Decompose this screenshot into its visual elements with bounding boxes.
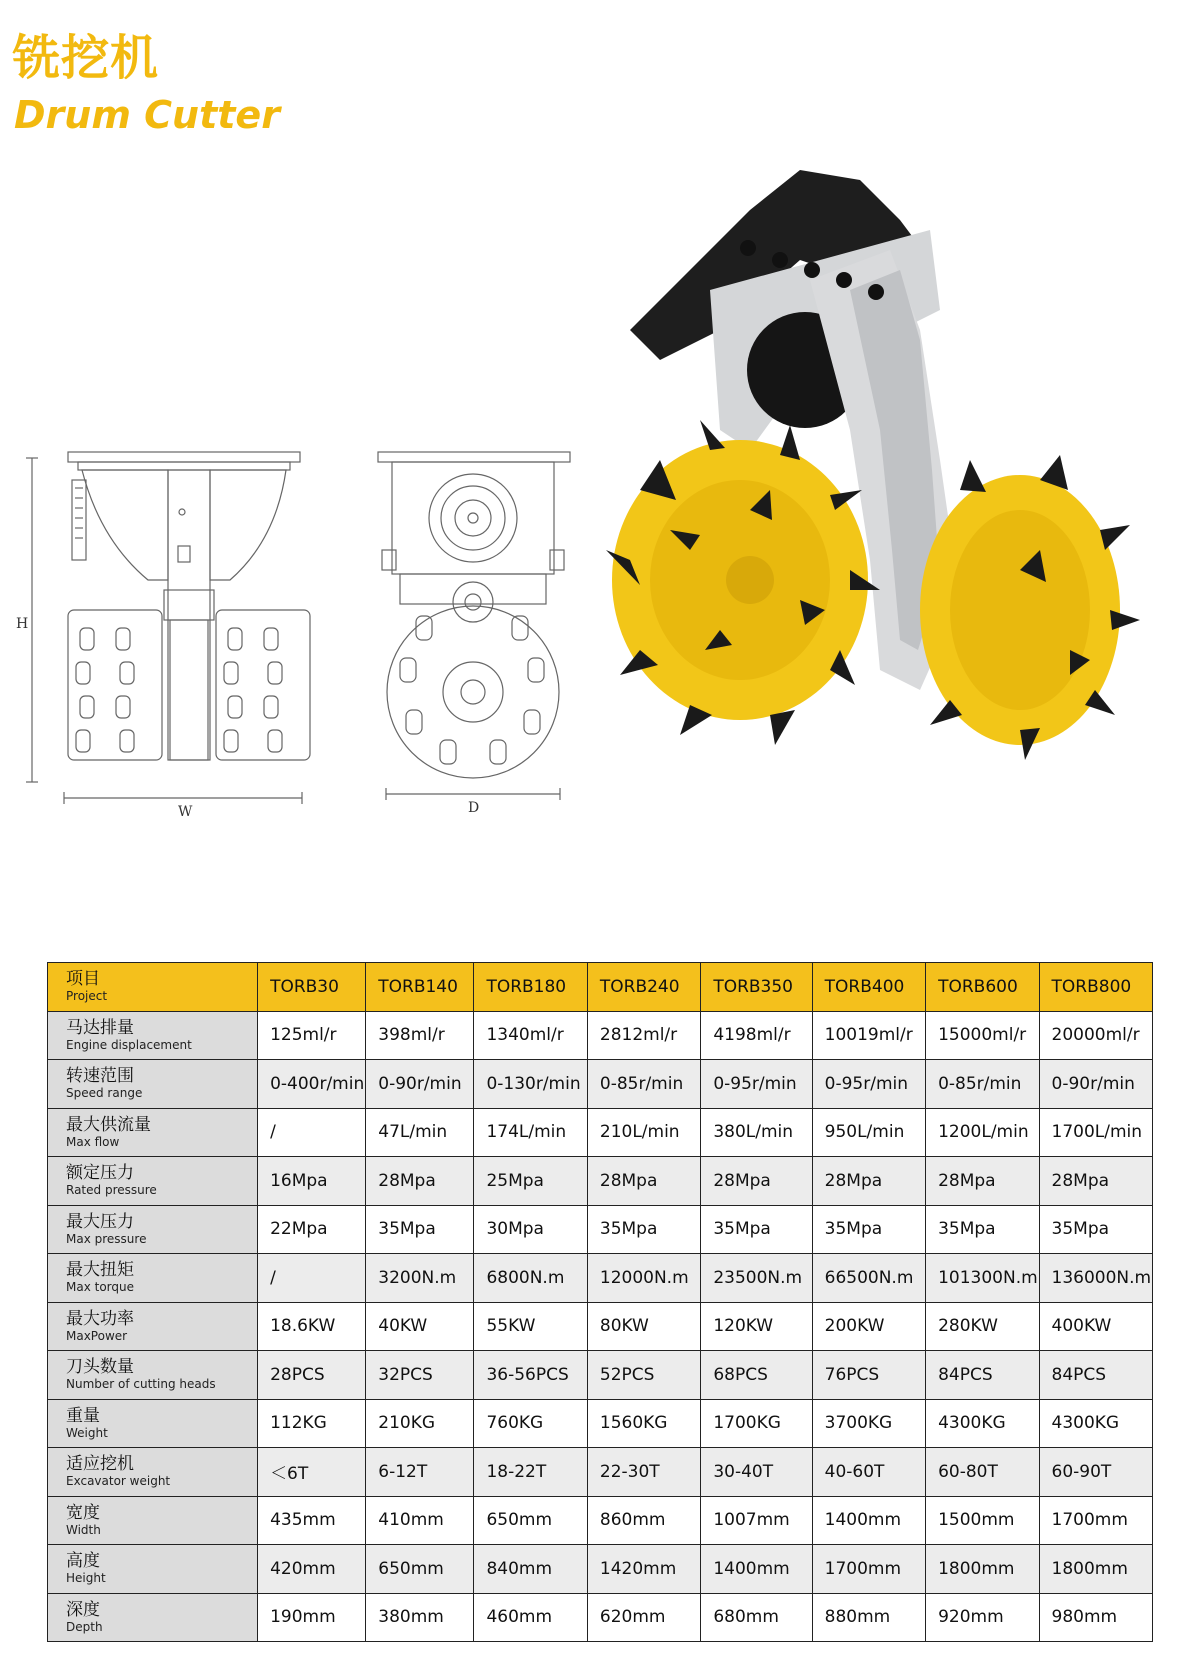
table-cell: 15000ml/r bbox=[926, 1011, 1039, 1060]
table-cell: 210KG bbox=[366, 1399, 474, 1448]
row-label-en: Max torque bbox=[66, 1280, 134, 1295]
row-label-cell bbox=[48, 1399, 258, 1448]
row-label-cn: 最大扭矩 bbox=[66, 1260, 134, 1281]
table-cell: 3200N.m bbox=[366, 1254, 474, 1303]
table-cell: ＜6T bbox=[258, 1448, 366, 1497]
dimension-label-h: H bbox=[16, 616, 29, 632]
table-cell: 280KW bbox=[926, 1302, 1039, 1351]
table-cell: 210L/min bbox=[587, 1108, 700, 1157]
table-cell: 28Mpa bbox=[1039, 1157, 1152, 1206]
table-cell: 22-30T bbox=[587, 1448, 700, 1497]
table-cell: 28Mpa bbox=[366, 1157, 474, 1206]
table-cell: 6800N.m bbox=[474, 1254, 587, 1303]
table-cell: 1700mm bbox=[1039, 1496, 1152, 1545]
table-cell: 80KW bbox=[587, 1302, 700, 1351]
table-cell: 1700L/min bbox=[1039, 1108, 1152, 1157]
table-cell: 2812ml/r bbox=[587, 1011, 700, 1060]
table-cell: 101300N.m bbox=[926, 1254, 1039, 1303]
table-cell: 112KG bbox=[258, 1399, 366, 1448]
table-cell: 30-40T bbox=[701, 1448, 812, 1497]
table-row bbox=[48, 1545, 1153, 1594]
table-cell: 28PCS bbox=[258, 1351, 366, 1400]
table-header-row bbox=[48, 963, 1153, 1012]
side-view-drawing bbox=[378, 452, 570, 800]
table-cell: 30Mpa bbox=[474, 1205, 587, 1254]
table-cell: 23500N.m bbox=[701, 1254, 812, 1303]
table-cell: 35Mpa bbox=[1039, 1205, 1152, 1254]
table-cell: 68PCS bbox=[701, 1351, 812, 1400]
row-label-en: Engine displacement bbox=[66, 1037, 192, 1052]
table-cell: 4198ml/r bbox=[701, 1011, 812, 1060]
table-cell: 40KW bbox=[366, 1302, 474, 1351]
table-cell: 420mm bbox=[258, 1545, 366, 1594]
table-cell: 435mm bbox=[258, 1496, 366, 1545]
table-cell: 18-22T bbox=[474, 1448, 587, 1497]
table-cell: 35Mpa bbox=[366, 1205, 474, 1254]
table-cell: 28Mpa bbox=[926, 1157, 1039, 1206]
table-cell: / bbox=[258, 1108, 366, 1157]
table-cell: 35Mpa bbox=[587, 1205, 700, 1254]
table-cell: 28Mpa bbox=[587, 1157, 700, 1206]
table-row bbox=[48, 1254, 1153, 1303]
row-label-cell bbox=[48, 1157, 258, 1206]
model-header: TORB600 bbox=[926, 963, 1039, 1012]
dimension-label-w: W bbox=[178, 804, 193, 820]
table-cell: 0-95r/min bbox=[812, 1060, 925, 1109]
table-cell: 10019ml/r bbox=[812, 1011, 925, 1060]
row-label-en: Max flow bbox=[66, 1134, 120, 1149]
row-label-cell bbox=[48, 1060, 258, 1109]
table-cell: 1700KG bbox=[701, 1399, 812, 1448]
row-label-cn: 最大压力 bbox=[66, 1211, 134, 1232]
spec-table-body bbox=[48, 1011, 1153, 1642]
row-label-cn: 额定压力 bbox=[66, 1163, 134, 1184]
table-cell: 650mm bbox=[474, 1496, 587, 1545]
row-label-cell bbox=[48, 1108, 258, 1157]
table-row bbox=[48, 1011, 1153, 1060]
row-label-cn: 刀头数量 bbox=[66, 1357, 134, 1378]
left-drum bbox=[606, 420, 880, 745]
table-cell: 1500mm bbox=[926, 1496, 1039, 1545]
model-header: TORB140 bbox=[366, 963, 474, 1012]
table-cell: 60-90T bbox=[1039, 1448, 1152, 1497]
table-cell: 1800mm bbox=[1039, 1545, 1152, 1594]
row-label-cell bbox=[48, 1254, 258, 1303]
table-cell: 35Mpa bbox=[812, 1205, 925, 1254]
table-row bbox=[48, 1108, 1153, 1157]
table-cell: 200KW bbox=[812, 1302, 925, 1351]
model-header: TORB30 bbox=[258, 963, 366, 1012]
table-cell: 1800mm bbox=[926, 1545, 1039, 1594]
row-label-cn: 深度 bbox=[66, 1599, 100, 1620]
table-cell: 47L/min bbox=[366, 1108, 474, 1157]
row-label-cell bbox=[48, 1302, 258, 1351]
table-cell: 1400mm bbox=[812, 1496, 925, 1545]
table-cell: 1007mm bbox=[701, 1496, 812, 1545]
technical-drawings bbox=[16, 440, 620, 860]
row-label-en: Width bbox=[66, 1522, 101, 1537]
model-header: TORB180 bbox=[474, 963, 587, 1012]
table-cell: 4300KG bbox=[1039, 1399, 1152, 1448]
table-cell: 20000ml/r bbox=[1039, 1011, 1152, 1060]
table-cell: 398ml/r bbox=[366, 1011, 474, 1060]
table-cell: 1420mm bbox=[587, 1545, 700, 1594]
table-cell: 35Mpa bbox=[701, 1205, 812, 1254]
table-cell: 36-56PCS bbox=[474, 1351, 587, 1400]
table-cell: 860mm bbox=[587, 1496, 700, 1545]
page-title-cn: 铣挖机 bbox=[12, 30, 160, 86]
table-row bbox=[48, 1351, 1153, 1400]
model-header: TORB350 bbox=[701, 963, 812, 1012]
header-label-en: Project bbox=[66, 989, 108, 1004]
table-cell: 84PCS bbox=[926, 1351, 1039, 1400]
row-label-cn: 最大供流量 bbox=[66, 1114, 151, 1135]
table-cell: 35Mpa bbox=[926, 1205, 1039, 1254]
model-header: TORB800 bbox=[1039, 963, 1152, 1012]
table-cell: 136000N.m bbox=[1039, 1254, 1152, 1303]
table-cell: 0-130r/min bbox=[474, 1060, 587, 1109]
row-label-cn: 重量 bbox=[66, 1405, 100, 1426]
row-label-cn: 高度 bbox=[66, 1551, 100, 1572]
table-cell: 76PCS bbox=[812, 1351, 925, 1400]
table-cell: 0-85r/min bbox=[587, 1060, 700, 1109]
row-label-cell bbox=[48, 1593, 258, 1642]
front-view-drawing bbox=[26, 452, 310, 804]
table-cell: 0-90r/min bbox=[366, 1060, 474, 1109]
table-cell: 60-80T bbox=[926, 1448, 1039, 1497]
table-cell: 1340ml/r bbox=[474, 1011, 587, 1060]
table-cell: 66500N.m bbox=[812, 1254, 925, 1303]
table-cell: 980mm bbox=[1039, 1593, 1152, 1642]
table-cell: 40-60T bbox=[812, 1448, 925, 1497]
table-cell: 880mm bbox=[812, 1593, 925, 1642]
row-label-cell bbox=[48, 1351, 258, 1400]
table-cell: 84PCS bbox=[1039, 1351, 1152, 1400]
table-cell: 840mm bbox=[474, 1545, 587, 1594]
table-cell: 400KW bbox=[1039, 1302, 1152, 1351]
table-cell: 18.6KW bbox=[258, 1302, 366, 1351]
row-label-en: Height bbox=[66, 1571, 106, 1586]
table-cell: 55KW bbox=[474, 1302, 587, 1351]
table-row bbox=[48, 1060, 1153, 1109]
row-label-en: MaxPower bbox=[66, 1328, 128, 1343]
header-label-cell bbox=[48, 963, 258, 1012]
table-cell: 28Mpa bbox=[701, 1157, 812, 1206]
table-cell: 120KW bbox=[701, 1302, 812, 1351]
header-label-cn: 项目 bbox=[66, 969, 100, 990]
row-label-en: Number of cutting heads bbox=[66, 1377, 216, 1392]
table-cell: 680mm bbox=[701, 1593, 812, 1642]
table-row bbox=[48, 1448, 1153, 1497]
spec-table bbox=[47, 962, 1153, 1642]
row-label-en: Depth bbox=[66, 1619, 103, 1634]
table-cell: 1560KG bbox=[587, 1399, 700, 1448]
table-cell: 12000N.m bbox=[587, 1254, 700, 1303]
table-cell: 28Mpa bbox=[812, 1157, 925, 1206]
table-cell: 1400mm bbox=[701, 1545, 812, 1594]
table-cell: 0-85r/min bbox=[926, 1060, 1039, 1109]
table-cell: 190mm bbox=[258, 1593, 366, 1642]
table-cell: 125ml/r bbox=[258, 1011, 366, 1060]
table-cell: 760KG bbox=[474, 1399, 587, 1448]
row-label-en: Rated pressure bbox=[66, 1183, 157, 1198]
table-cell: 650mm bbox=[366, 1545, 474, 1594]
table-cell: 0-90r/min bbox=[1039, 1060, 1152, 1109]
row-label-cn: 最大功率 bbox=[66, 1308, 134, 1329]
table-cell: 174L/min bbox=[474, 1108, 587, 1157]
row-label-cn: 宽度 bbox=[66, 1502, 100, 1523]
table-cell: 3700KG bbox=[812, 1399, 925, 1448]
table-cell: 460mm bbox=[474, 1593, 587, 1642]
row-label-cell bbox=[48, 1545, 258, 1594]
table-cell: 1200L/min bbox=[926, 1108, 1039, 1157]
table-cell: 32PCS bbox=[366, 1351, 474, 1400]
row-label-en: Max pressure bbox=[66, 1231, 147, 1246]
table-cell: 16Mpa bbox=[258, 1157, 366, 1206]
row-label-cn: 马达排量 bbox=[66, 1017, 134, 1038]
table-cell: 920mm bbox=[926, 1593, 1039, 1642]
table-cell: 0-95r/min bbox=[701, 1060, 812, 1109]
table-cell: 1700mm bbox=[812, 1545, 925, 1594]
table-cell: 22Mpa bbox=[258, 1205, 366, 1254]
row-label-cell bbox=[48, 1496, 258, 1545]
row-label-en: Excavator weight bbox=[66, 1474, 171, 1489]
dimension-label-d: D bbox=[468, 800, 480, 816]
table-row bbox=[48, 1302, 1153, 1351]
row-label-cell bbox=[48, 1448, 258, 1497]
row-label-cn: 转速范围 bbox=[66, 1066, 134, 1087]
table-row bbox=[48, 1399, 1153, 1448]
table-cell: 950L/min bbox=[812, 1108, 925, 1157]
table-cell: 25Mpa bbox=[474, 1157, 587, 1206]
table-cell: 620mm bbox=[587, 1593, 700, 1642]
model-header: TORB240 bbox=[587, 963, 700, 1012]
row-label-cn: 适应挖机 bbox=[66, 1454, 134, 1475]
row-label-en: Speed range bbox=[66, 1086, 143, 1101]
table-cell: 410mm bbox=[366, 1496, 474, 1545]
table-row bbox=[48, 1593, 1153, 1642]
row-label-cell bbox=[48, 1205, 258, 1254]
drum-cutter-photo bbox=[600, 130, 1160, 770]
page-title-en: Drum Cutter bbox=[14, 93, 280, 137]
table-cell: / bbox=[258, 1254, 366, 1303]
right-drum bbox=[920, 455, 1140, 760]
table-row bbox=[48, 1205, 1153, 1254]
table-cell: 380L/min bbox=[701, 1108, 812, 1157]
row-label-en: Weight bbox=[66, 1425, 108, 1440]
table-row bbox=[48, 1157, 1153, 1206]
table-cell: 52PCS bbox=[587, 1351, 700, 1400]
row-label-cell bbox=[48, 1011, 258, 1060]
model-header: TORB400 bbox=[812, 963, 925, 1012]
table-row bbox=[48, 1496, 1153, 1545]
table-cell: 6-12T bbox=[366, 1448, 474, 1497]
table-cell: 4300KG bbox=[926, 1399, 1039, 1448]
table-cell: 0-400r/min bbox=[258, 1060, 366, 1109]
table-cell: 380mm bbox=[366, 1593, 474, 1642]
